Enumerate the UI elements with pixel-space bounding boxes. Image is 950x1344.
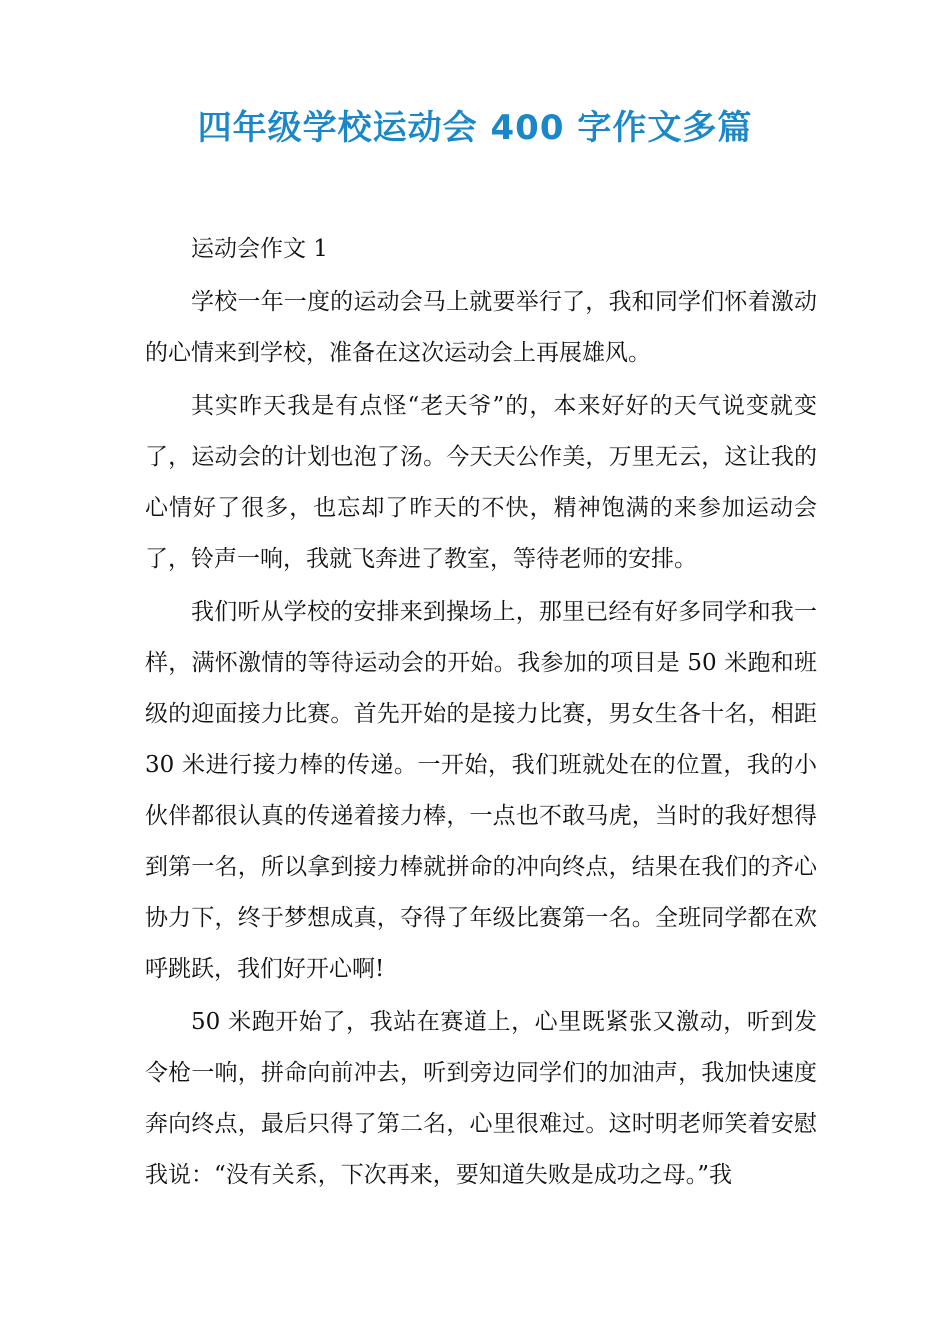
paragraph-3: 我们听从学校的安排来到操场上，那里已经有好多同学和我一样，满怀激情的等待运动会的开始。我参加的项目是 50 米跑和班级的迎面接力比赛。首先开始的是接力比赛，男女生各十名，相距 30 米进行接力棒的传递。一开始，我们班就处在的位置，我的小伙伴都很认真的传递着接力棒，一点也不敢马虎，当时的我好想得到第一名，所以拿到接力棒就拼命的冲向终点，结果在我们的齐心协力下，终于梦想成真，夺得了年级比赛第一名。全班同学都在欢呼跳跃，我们好开心啊! <box>145 599 817 982</box>
section-label: 运动会作文 1 <box>191 236 328 262</box>
paragraph-1: 学校一年一度的运动会马上就要举行了，我和同学们怀着激动的心情来到学校，准备在这次运动会上再展雄风。 <box>145 289 817 366</box>
paragraph-2: 其实昨天我是有点怪“老天爷”的，本来好好的天气说变就变了，运动会的计划也泡了汤。今天天公作美，万里无云，这让我的心情好了很多，也忘却了昨天的不快，精神饱满的来参加运动会了，铃声一响，我就飞奔进了教室，等待老师的安排。 <box>145 393 817 572</box>
document-title: 四年级学校运动会 400 字作文多篇 <box>197 108 753 148</box>
paragraph-4: 50 米跑开始了，我站在赛道上，心里既紧张又激动，听到发令枪一响，拼命向前冲去，听到旁边同学们的加油声，我加快速度奔向终点，最后只得了第二名，心里很难过。这时明老师笑着安慰我说：“没有关系，下次再来，要知道失败是成功之母。”我 <box>145 1009 817 1188</box>
document-body <box>145 224 817 1203</box>
